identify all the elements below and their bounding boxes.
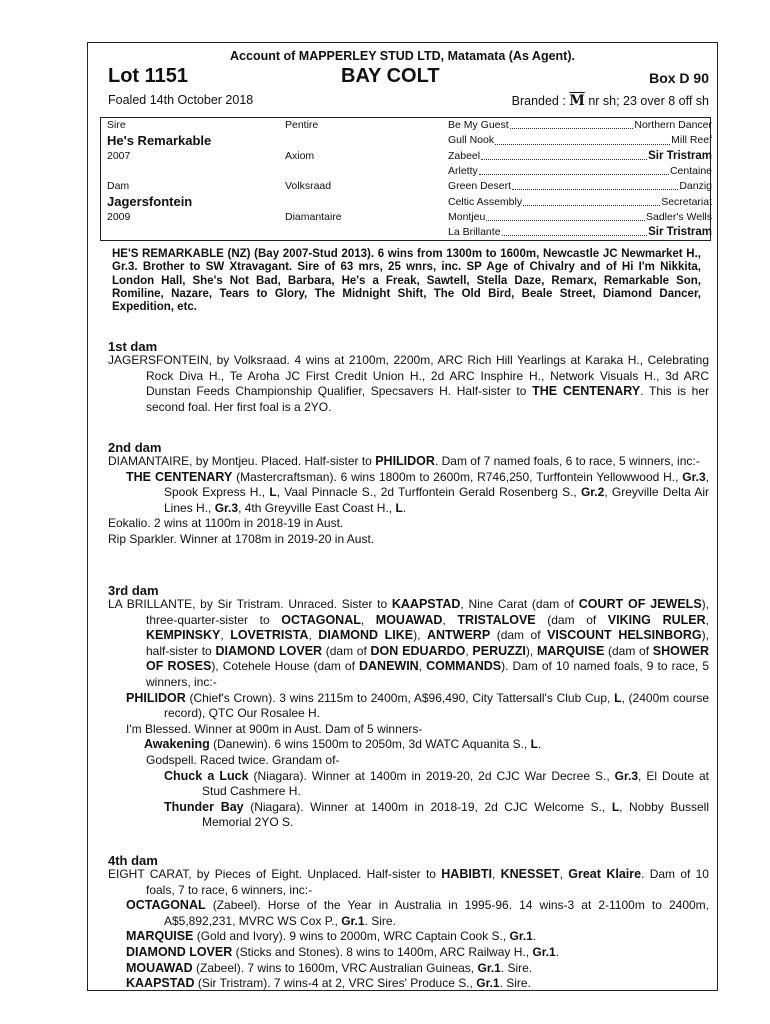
- text: DIAMANTAIRE, by Montjeu. Placed. Half-sister to: [108, 454, 376, 468]
- horse-name: KEMPINSKY: [146, 628, 221, 643]
- text: (Mastercraftsman). 6 wins 1800m to 2600m, R746,250, Turffontein Yellowwood H.,: [232, 469, 683, 484]
- dam-label: Dam: [107, 180, 130, 192]
- text: (Niagara). Winner at 1400m in 2018-19, 2d CJC Welcome S.,: [243, 799, 612, 814]
- text: (Sticks and Stones). 8 wins to 1400m, ARC Railway H.,: [232, 944, 533, 959]
- progeny-entry: [108, 945, 709, 961]
- horse-name: MOUAWAD: [126, 960, 193, 975]
- horse-name: HABIBTI: [441, 867, 492, 881]
- horse-name: DIAMOND LOVER: [126, 944, 233, 959]
- dam-year: 2009: [107, 211, 131, 223]
- text: .: [537, 737, 542, 752]
- text: (dam of: [490, 628, 548, 643]
- text: ,: [220, 628, 231, 643]
- horse-name: KAAPSTAD: [126, 976, 195, 991]
- ancestor-name: Celtic Assembly: [448, 195, 523, 208]
- text: . Dam of 7 named foals, 6 to race, 5 winners, inc:-: [434, 454, 700, 468]
- text: .: [532, 929, 537, 944]
- text: .: [402, 500, 407, 515]
- sire-summary: HE'S REMARKABLE (NZ) (Bay 2007-Stud 2013). 6 wins from 1300m to 1600m, Newcastle JC Newmarket H., Gr.3. Brother to SW Xtravagant. Sire of 63 mrs, 25 wnrs, inc. SP Age of Chivalry and of Hi I'm Nikkita, London Hall, She's Not Bad, Barbara, He's a Freak, Sawtell, Stella Daze, Remarx, Remarkable Son, Romiline, Nazare, Tears to Glory, The Midnight Shift, The Old Bird, Beale Street, Diamond Dancer, Expedition, etc.: [112, 248, 701, 314]
- grade: Gr.2: [580, 485, 605, 500]
- sire-label: Sire: [107, 119, 126, 131]
- brand-mark: $\overline{M}$: [569, 93, 585, 109]
- progeny-entry: [108, 976, 709, 992]
- grade: L: [614, 690, 622, 705]
- leader-dots: [486, 210, 645, 221]
- horse-name: KNESSET: [500, 867, 560, 881]
- ancestor-sire: Secretariat: [661, 195, 712, 208]
- catalogue-page: [87, 42, 718, 991]
- text: ,: [559, 867, 569, 881]
- progeny-entry: [108, 691, 709, 722]
- fourth-dam-section: [108, 867, 709, 992]
- ancestor-name: La Brillante: [448, 226, 501, 239]
- first-dam-heading: 1st dam: [108, 339, 158, 354]
- text: (Chief's Crown). 3 wins 2115m to 2400m, A$96,490, City Tattersall's Club Cup,: [185, 690, 615, 705]
- ancestor-name: Zabeel: [448, 149, 481, 162]
- text: ,: [308, 628, 319, 643]
- sire-year: 2007: [107, 150, 131, 162]
- grandsire-maternal: Volksraad: [285, 180, 332, 192]
- ancestor-sire: Centaine: [669, 164, 712, 177]
- fourth-dam-paragraph: [108, 867, 709, 898]
- grade: L: [269, 485, 277, 500]
- ancestor-name: Montjeu: [448, 210, 486, 223]
- progeny-entry: Rip Sparkler. Winner at 1708m in 2019-20 in Aust.: [108, 531, 375, 546]
- ancestor-sire: Northern Dancer: [634, 119, 712, 131]
- text: ). Dam of 10 named foals, 9 to race, 5 winners, inc:-: [146, 659, 709, 689]
- ancestor-name: Be My Guest: [448, 119, 509, 131]
- dam-name: Jagersfontein: [107, 194, 193, 209]
- text: (dam of: [604, 643, 653, 658]
- text: (Sir Tristram). 7 wins-4 at 2, VRC Sires' Produce S.,: [194, 976, 477, 991]
- horse-name: OCTAGONAL: [281, 612, 361, 627]
- text: ),: [525, 643, 537, 658]
- horse-name: THE CENTENARY: [532, 384, 641, 399]
- fourth-dam-heading: 4th dam: [108, 853, 158, 868]
- grade: L: [395, 500, 403, 515]
- ancestor-sire: Mill Reef: [671, 134, 712, 147]
- horse-name: DIAMOND LIKE: [318, 628, 414, 643]
- horse-name: VIKING RULER: [607, 612, 706, 627]
- horse-name: PHILIDOR: [375, 454, 435, 468]
- leader-dots: [479, 164, 669, 175]
- grade: Gr.3: [614, 768, 639, 783]
- grade: Gr.3: [682, 469, 706, 484]
- leader-dots: [495, 133, 670, 144]
- second-dam-paragraph: [108, 454, 709, 470]
- horse-name: ANTWERP: [426, 628, 491, 643]
- text: LA BRILLANTE, by Sir Tristram. Unraced. Sister to: [108, 597, 392, 611]
- text: ,: [360, 612, 376, 627]
- text: . This is her second foal. Her first foal is a 2YO.: [146, 384, 709, 414]
- text: . Dam of 10 foals, 7 to race, 6 winners, inc:-: [146, 867, 709, 897]
- third-dam-paragraph: [108, 597, 709, 691]
- horse-name: Chuck a Luck: [164, 768, 249, 783]
- granddam-paternal: Axiom: [285, 150, 315, 162]
- progeny-entry: Eokalio. 2 wins at 1100m in 2018-19 in Aust.: [108, 516, 344, 531]
- horse-name: Great Klaire: [568, 867, 642, 881]
- brand-info: [512, 93, 709, 109]
- grade: L: [530, 737, 538, 752]
- leader-dots: [481, 149, 647, 160]
- horse-name: OCTAGONAL: [126, 898, 206, 913]
- text: ), half-sister to: [146, 628, 709, 658]
- leader-dots: [510, 118, 634, 129]
- progeny-entry: [108, 470, 709, 517]
- progeny-entry: [108, 898, 709, 929]
- ancestor-row: [448, 210, 712, 225]
- grade: Gr.1: [341, 913, 365, 928]
- text: , Greyville Delta Air Lines H.,: [164, 485, 709, 515]
- text: (dam of: [535, 612, 608, 627]
- text: .: [555, 944, 560, 959]
- ancestor-name: Gull Nook: [448, 134, 495, 147]
- text: , (2400m course record), QTC Our Rosalee H.: [164, 690, 710, 721]
- horse-name: KAAPSTAD: [391, 597, 461, 611]
- text: , Nine Carat (dam of: [460, 597, 579, 611]
- second-dam-section: [108, 454, 709, 548]
- grade: Gr.1: [509, 929, 533, 944]
- brand-detail: nr sh; 23 over 8 off sh: [588, 94, 709, 108]
- text: , 4th Greyville East Coast H.,: [238, 500, 396, 515]
- text: ,: [442, 612, 458, 627]
- ancestor-sire: Sadler's Wells: [646, 210, 712, 223]
- grade: Gr.1: [476, 976, 500, 991]
- horse-name: TRISTALOVE: [457, 612, 536, 627]
- grade: L: [611, 799, 620, 814]
- text: . Sire.: [499, 976, 531, 991]
- text: ),: [413, 628, 427, 643]
- grade: Gr.1: [532, 944, 556, 959]
- text: (dam of: [322, 643, 371, 658]
- horse-name: DIAMOND LOVER: [215, 643, 323, 658]
- branded-label: Branded :: [511, 94, 566, 108]
- grade: Gr.3: [214, 500, 239, 515]
- horse-name: Awakening: [144, 737, 210, 752]
- text: ), Cotehele House (dam of: [211, 659, 359, 674]
- text: ,: [418, 659, 427, 674]
- horse-name: MARQUISE: [536, 643, 605, 658]
- progeny-entry: [108, 769, 709, 800]
- progeny-entry: [108, 929, 709, 945]
- box-number: Box D 90: [649, 70, 709, 86]
- text: . Sire.: [364, 913, 396, 928]
- text: , Nobby Bussell Memorial 2YO S.: [202, 799, 709, 830]
- text: ,: [465, 643, 473, 658]
- ancestor-row: [448, 164, 712, 179]
- horse-name: COMMANDS: [426, 659, 502, 674]
- ancestor-sire: Danzig: [679, 180, 712, 193]
- pedigree-table: [100, 117, 711, 241]
- text: , Vaal Pinnacle S., 2d Turffontein Gerald Rosenberg S.,: [276, 485, 581, 500]
- text: EIGHT CARAT, by Pieces of Eight. Unplaced. Half-sister to: [108, 867, 442, 881]
- third-dam-heading: 3rd dam: [108, 583, 159, 598]
- grade: Gr.1: [477, 960, 501, 975]
- ancestor-row: [448, 133, 712, 148]
- text: (Niagara). Winner at 1400m in 2019-20, 2d CJC War Decree S.,: [248, 768, 615, 783]
- lot-row: [108, 65, 709, 91]
- first-dam-section: [108, 353, 709, 415]
- leader-dots: [502, 225, 648, 236]
- foaled-date: Foaled 14th October 2018: [108, 93, 254, 107]
- horse-title: BAY COLT: [341, 65, 440, 87]
- text: (Danewin). 6 wins 1500m to 2050m, 3d WATC Aquanita S.,: [209, 737, 531, 752]
- grandsire-paternal: Pentire: [285, 119, 319, 131]
- progeny-entry: I'm Blessed. Winner at 900m in Aust. Dam of 5 winners-: [126, 721, 423, 736]
- first-dam-paragraph: [108, 353, 709, 415]
- granddam-maternal: Diamantaire: [285, 211, 342, 223]
- horse-name: PHILIDOR: [126, 690, 186, 705]
- text: , Spook Express H.,: [164, 469, 709, 500]
- third-dam-section: [108, 597, 709, 831]
- horse-name: DON EDUARDO: [370, 643, 466, 658]
- ancestor-row: [448, 118, 712, 133]
- text: (Gold and Ivory). 9 wins to 2000m, WRC Captain Cook S.,: [193, 929, 510, 944]
- ancestor-sire: Sir Tristram: [648, 149, 712, 162]
- progeny-entry: [108, 737, 709, 753]
- text: (Zabeel). 7 wins to 1600m, VRC Australian Guineas,: [192, 960, 478, 975]
- horse-name: COURT OF JEWELS: [578, 597, 702, 611]
- second-dam-heading: 2nd dam: [108, 440, 162, 455]
- lot-number: Lot 1151: [108, 65, 189, 87]
- horse-name: PERUZZI: [472, 643, 526, 658]
- sire-name: He's Remarkable: [107, 133, 212, 148]
- text: , El Doute at Stud Cashmere H.: [202, 768, 709, 799]
- horse-name: MARQUISE: [126, 929, 194, 944]
- horse-name: Thunder Bay: [164, 799, 244, 814]
- ancestor-row: [448, 225, 712, 240]
- text: ,: [705, 612, 709, 627]
- ancestor-sire: Sir Tristram: [648, 226, 712, 239]
- horse-name: THE CENTENARY: [126, 469, 233, 484]
- progeny-entry: [108, 800, 709, 831]
- horse-name: SHOWER OF ROSES: [146, 643, 710, 674]
- horse-name: MOUAWAD: [375, 612, 443, 627]
- horse-name: VISCOUNT HELSINBORG: [547, 628, 702, 643]
- ancestor-row: [448, 195, 712, 210]
- ancestor-row: [448, 179, 712, 194]
- progeny-entry: [108, 961, 709, 977]
- text: ,: [491, 867, 501, 881]
- text: ), three-quarter-sister to: [146, 597, 709, 627]
- leader-dots: [512, 179, 678, 190]
- horse-name: DANEWIN: [358, 659, 419, 674]
- horse-name: LOVETRISTA: [230, 628, 309, 643]
- text: JAGERSFONTEIN, by Volksraad. 4 wins at 2100m, 2200m, ARC Rich Hill Yearlings at Karaka H., Celebrating Rock Diva H., Te Aroha JC First Credit Union H., 2d ARC Insphire H., Network Visuals H., 3d ARC Dunstan Feeds Championship Qualifier, Specsavers H. Half-sister to: [108, 353, 709, 399]
- ancestor-name: Green Desert: [448, 180, 512, 193]
- progeny-entry: Godspell. Raced twice. Grandam of-: [146, 752, 340, 767]
- text: . Sire.: [500, 960, 533, 975]
- ancestor-name: Arletty: [448, 164, 478, 177]
- vendor-account: Account of MAPPERLEY STUD LTD, Matamata (As Agent).: [230, 49, 575, 63]
- leader-dots: [523, 195, 660, 206]
- ancestor-row: [448, 149, 712, 164]
- text: (Zabeel). Horse of the Year in Australia in 1995-96. 14 wins-3 at 2-1100m to 2400m, A$5,892,231, MVRC WS Cox P.,: [164, 898, 709, 928]
